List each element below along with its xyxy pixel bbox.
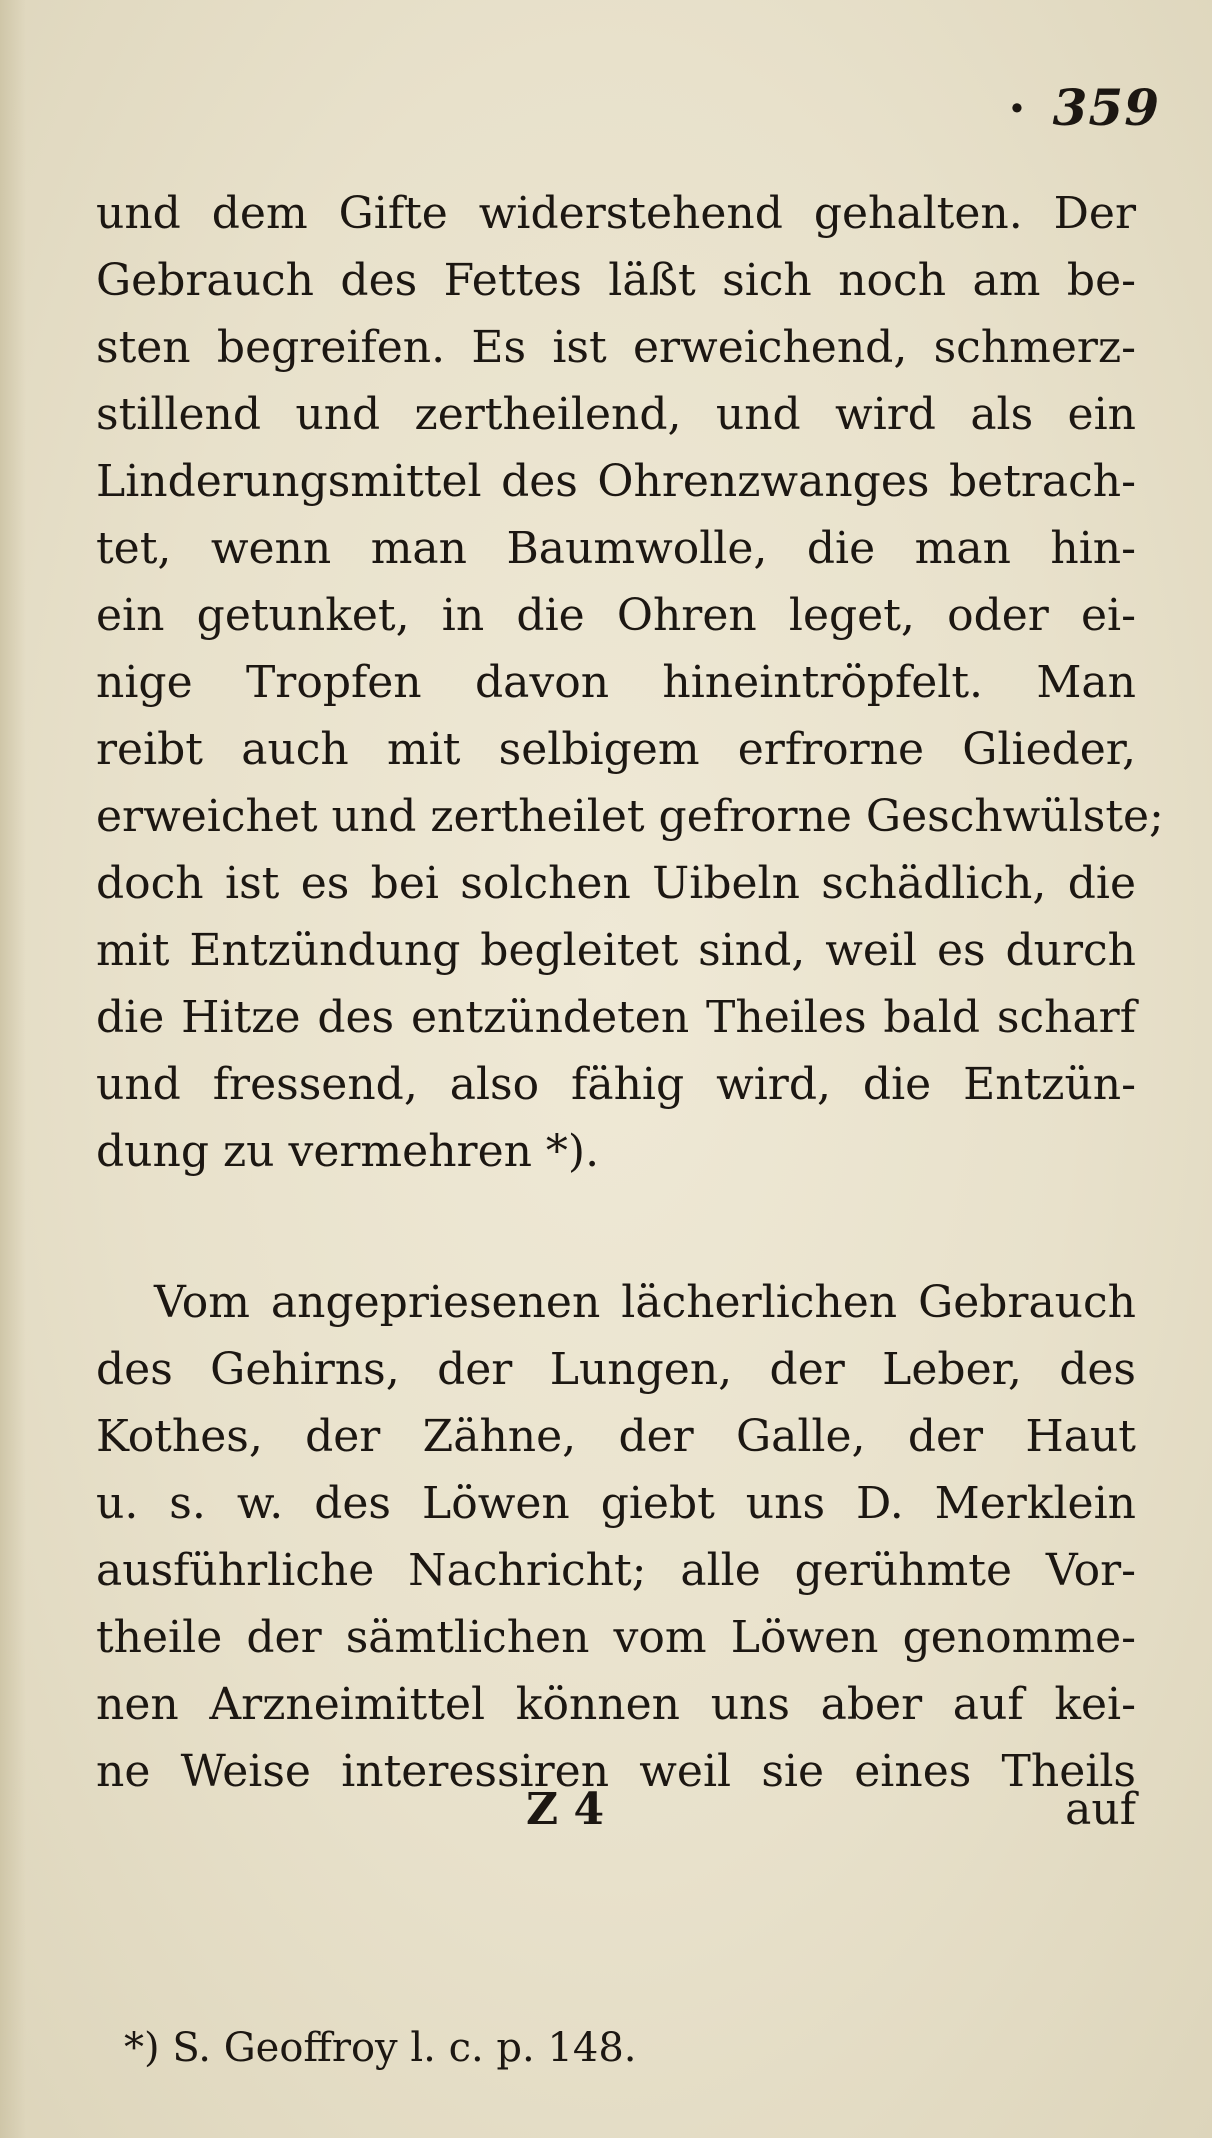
catchword: auf xyxy=(1065,1784,1136,1835)
header-dot: · xyxy=(1008,78,1027,137)
text-line: ausführliche Nachricht; alle gerühmte Vor- xyxy=(96,1545,1136,1596)
text-line: stillend und zertheilend, und wird als ein xyxy=(96,389,1136,440)
text-line: erweichet und zertheilet gefrorne Geschwülste; xyxy=(96,791,1164,842)
text-line: Gebrauch des Fettes läßt sich noch am be- xyxy=(96,255,1136,306)
text-line: und dem Gifte widerstehend gehalten. Der xyxy=(96,188,1136,239)
text-line: Linderungsmittel des Ohrenzwanges betrach- xyxy=(96,456,1136,507)
paragraph-2 xyxy=(96,1269,1136,1805)
text-line: dung zu vermehren *). xyxy=(96,1126,600,1177)
text-line: Vom angepriesenen lächerlichen Gebrauch xyxy=(154,1277,1136,1328)
text-line: tet, wenn man Baumwolle, die man hin- xyxy=(96,523,1136,574)
text-line: sten begreifen. Es ist erweichend, schmerz- xyxy=(96,322,1136,373)
text-line: u. s. w. des Löwen giebt uns D. Merklein xyxy=(96,1478,1136,1529)
text-line: und fressend, also fähig wird, die Entzün- xyxy=(96,1059,1136,1110)
text-line: mit Entzündung begleitet sind, weil es durch xyxy=(96,925,1136,976)
text-line: reibt auch mit selbigem erfrorne Glieder, xyxy=(96,724,1136,775)
text-line: des Gehirns, der Lungen, der Leber, des xyxy=(96,1344,1136,1395)
text-line: nige Tropfen davon hineintröpfelt. Man xyxy=(96,657,1136,708)
page-edge-shadow xyxy=(0,0,26,2138)
text-line: nen Arzneimittel können uns aber auf kei- xyxy=(96,1679,1136,1730)
paragraph-1 xyxy=(96,180,1164,1185)
sheet-signature: Z 4 xyxy=(526,1784,605,1835)
text-line: ein getunket, in die Ohren leget, oder ei- xyxy=(96,590,1136,641)
text-line: theile der sämtlichen vom Löwen genomme- xyxy=(96,1612,1136,1663)
page-number: 359 xyxy=(1052,78,1160,137)
main-text xyxy=(96,180,1164,1805)
text-line: doch ist es bei solchen Uibeln schädlich, die xyxy=(96,858,1136,909)
page-header xyxy=(1000,78,1160,137)
footnote: *) S. Geoffroy l. c. p. 148. xyxy=(124,2025,637,2071)
text-line: die Hitze des entzündeten Theiles bald scharf xyxy=(96,992,1136,1043)
catchline xyxy=(96,1776,1136,1843)
text-line: Kothes, der Zähne, der Galle, der Haut xyxy=(96,1411,1136,1462)
text-line: ne Weise interessiren weil sie eines Theils xyxy=(96,1746,1136,1797)
